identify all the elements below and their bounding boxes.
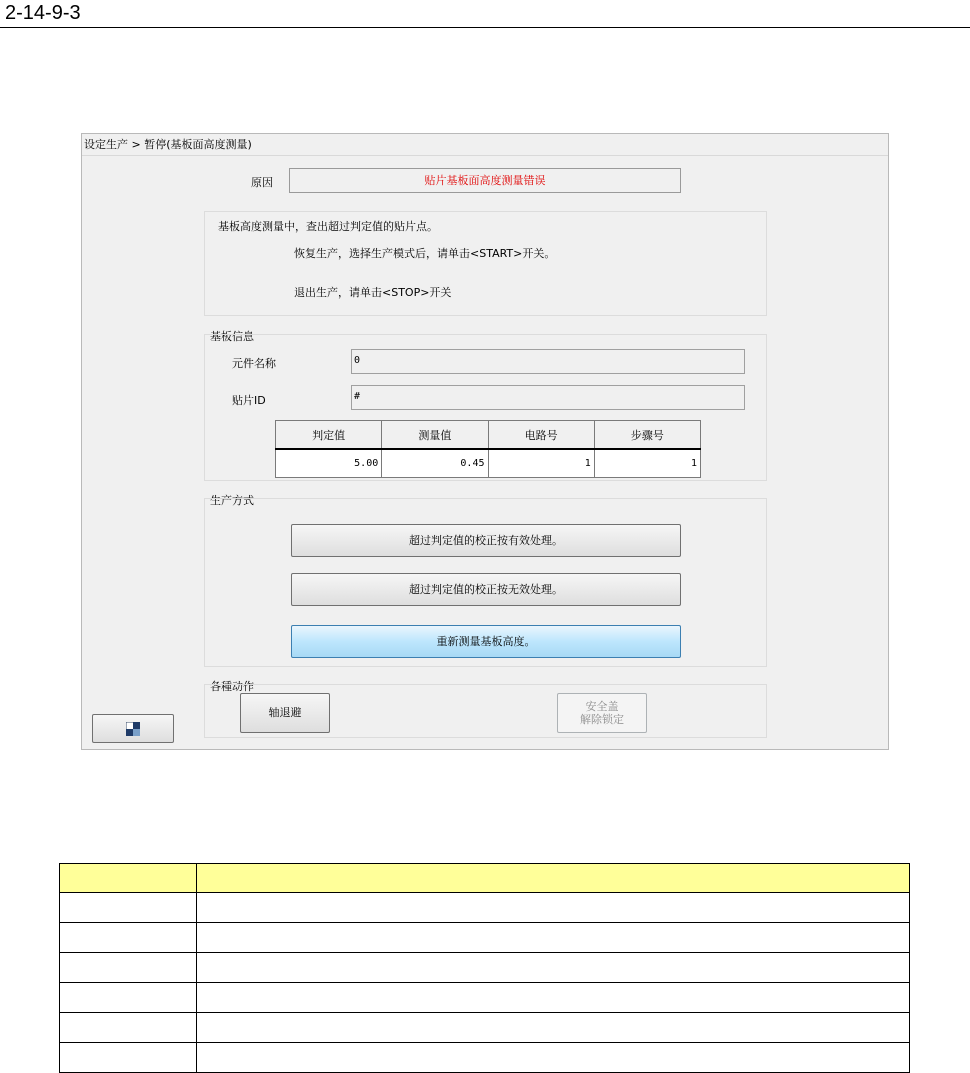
actions-group-label: 各種动作: [210, 680, 254, 693]
production-mode-panel: [204, 498, 767, 667]
production-mode-group-label: 生产方式: [210, 494, 254, 507]
message-line-3: 退出生产，请单击<STOP>开关: [294, 286, 452, 299]
cause-label: 原因: [251, 176, 273, 189]
mount-id-field: #: [351, 385, 745, 410]
window-toggle-button[interactable]: [92, 714, 174, 743]
mount-id-label: 贴片ID: [232, 394, 266, 407]
safety-cover-unlock-button[interactable]: [557, 693, 647, 733]
table-cell: [60, 1013, 197, 1043]
table-cell: [197, 893, 910, 923]
treat-as-valid-button[interactable]: 超过判定值的校正按有效处理。: [291, 524, 681, 557]
table-row: [60, 1043, 910, 1073]
column-header: 测量值: [382, 421, 488, 450]
measured-cell[interactable]: 0.45: [382, 449, 488, 478]
section-number: 2-14-9-3: [5, 2, 81, 24]
actions-panel: [204, 684, 767, 738]
message-line-1: 基板高度测量中，查出超过判定值的贴片点。: [218, 220, 438, 233]
table-cell: [60, 953, 197, 983]
board-info-panel: [204, 334, 767, 481]
table-cell: [197, 1013, 910, 1043]
component-name-label: 元件名称: [232, 357, 276, 370]
table-row: [60, 983, 910, 1013]
window-title: 设定生产 > 暂停(基板面高度测量): [82, 134, 888, 156]
measurement-table: [275, 420, 701, 478]
column-header: 电路号: [488, 421, 594, 450]
table-header-row: [60, 864, 910, 893]
message-line-2: 恢复生产，选择生产模式后，请单击<START>开关。: [294, 247, 556, 260]
table-row: [60, 953, 910, 983]
message-panel: [204, 211, 767, 316]
safety-cover-label-line2: 解除锁定: [580, 713, 624, 726]
remeasure-board-height-button[interactable]: 重新测量基板高度。: [291, 625, 681, 658]
table-row: [60, 923, 910, 953]
app-window: [81, 133, 889, 750]
board-info-group-label: 基板信息: [210, 330, 254, 343]
window-toggle-icon: [126, 722, 140, 736]
table-cell: [60, 923, 197, 953]
header-cell: [60, 864, 197, 893]
safety-cover-label-line1: 安全盖: [585, 700, 619, 713]
component-name-field: 0: [351, 349, 745, 374]
table-cell: [60, 893, 197, 923]
table-cell: [60, 1043, 197, 1073]
axis-retract-button[interactable]: 轴退避: [240, 693, 330, 733]
table-row: [60, 893, 910, 923]
table-row: [60, 1013, 910, 1043]
table-cell: [197, 1043, 910, 1073]
column-header: 判定值: [276, 421, 382, 450]
table-cell: [197, 983, 910, 1013]
table-cell: [60, 983, 197, 1013]
table-cell: [197, 953, 910, 983]
table-cell: [197, 923, 910, 953]
circuit-cell[interactable]: 1: [488, 449, 594, 478]
treat-as-invalid-button[interactable]: 超过判定值的校正按无效处理。: [291, 573, 681, 606]
table-header-row: [276, 421, 701, 450]
header-cell: [197, 864, 910, 893]
column-header: 步骤号: [594, 421, 700, 450]
document-table: [59, 863, 910, 1073]
threshold-cell[interactable]: 5.00: [276, 449, 382, 478]
step-cell[interactable]: 1: [594, 449, 700, 478]
header-rule: [0, 27, 970, 28]
table-row[interactable]: [276, 449, 701, 478]
cause-field: 贴片基板面高度测量错误: [289, 168, 681, 193]
